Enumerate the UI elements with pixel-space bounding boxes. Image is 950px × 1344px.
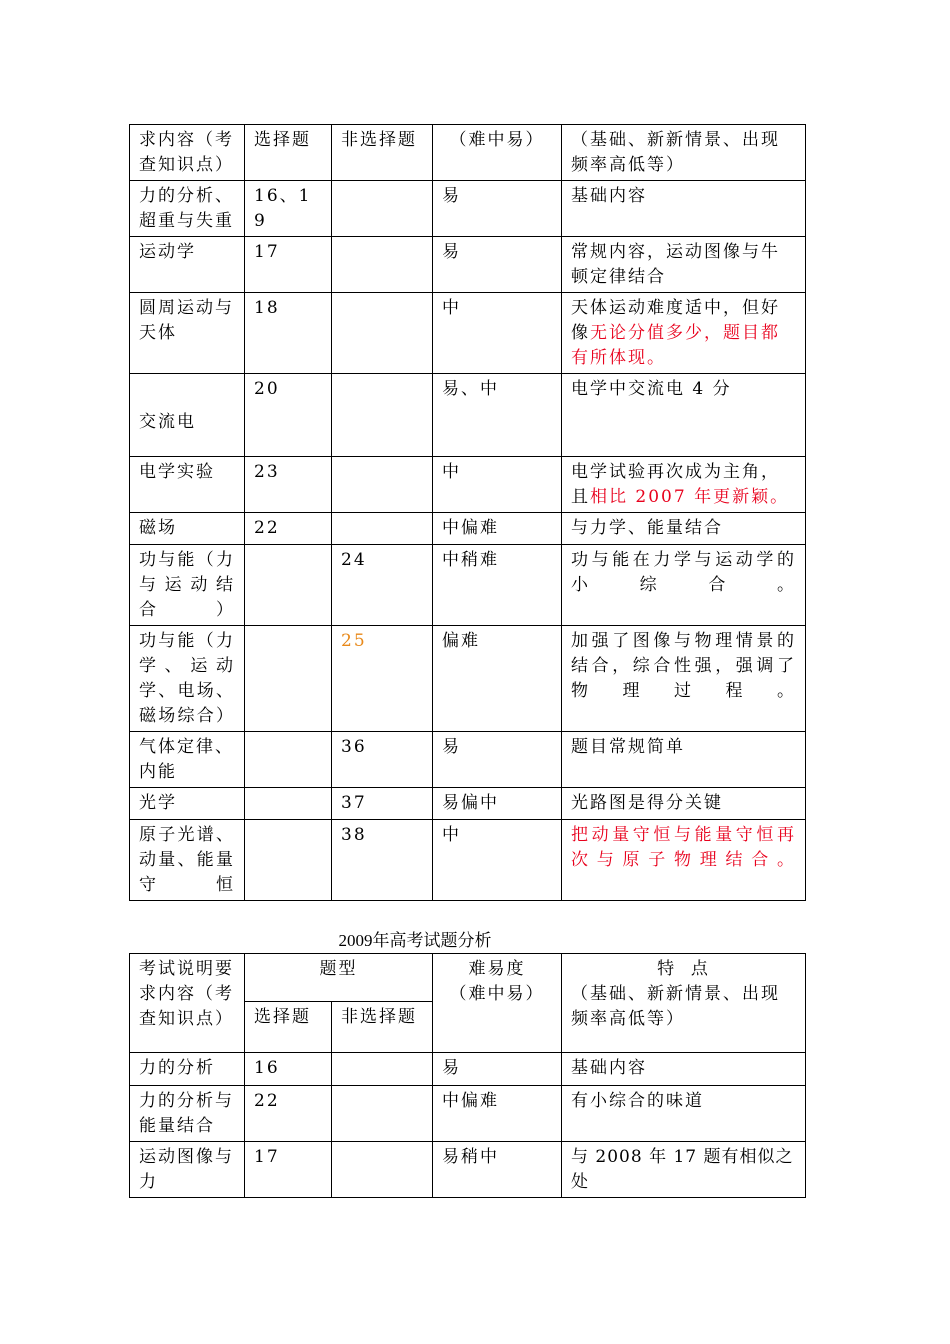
cell-choice: 23	[245, 457, 332, 513]
cell-difficulty: 中偏难	[433, 1086, 562, 1142]
feature-text: 题目常规简单	[571, 737, 685, 757]
cell-difficulty: 易	[433, 732, 562, 788]
cell-topic: 光学	[130, 788, 245, 820]
cell-topic: 磁场	[130, 513, 245, 545]
table-row	[130, 732, 806, 788]
cell-choice: 17	[245, 1142, 332, 1198]
feature-highlight: 无论分值多少，题目都有所体现。	[571, 323, 780, 368]
feature-text: 电学试验再次成为主角，且	[571, 462, 780, 507]
cell-feature	[562, 374, 806, 457]
cell-difficulty: 易	[433, 237, 562, 293]
table-row	[130, 293, 806, 374]
header-feature-sub: （基础、新新情景、出现频率高低等）	[571, 984, 780, 1029]
cell-topic	[130, 374, 245, 457]
table-row	[130, 545, 806, 626]
cell-feature	[562, 181, 806, 237]
table-row	[130, 788, 806, 820]
cell-feature	[562, 237, 806, 293]
topic-text: 交流电	[139, 412, 196, 432]
table-row	[130, 457, 806, 513]
table-header-row	[130, 954, 806, 1002]
table-row	[130, 237, 806, 293]
cell-nonchoice	[332, 457, 433, 513]
cell-choice: 16	[245, 1053, 332, 1086]
cell-feature: 基础内容	[562, 1053, 806, 1086]
table-header-row	[130, 125, 806, 181]
header-topic: 考试说明要求内容（考查知识点）	[130, 954, 245, 1053]
feature-highlight: 相比 2007 年更新颖。	[590, 487, 790, 507]
header-feature-title: 特 点	[657, 959, 710, 979]
cell-nonchoice	[332, 513, 433, 545]
cell-difficulty: 易、中	[433, 374, 562, 457]
cell-topic: 功与能（力与运动结合）	[130, 545, 245, 626]
feature-text: 与力学、能量结合	[571, 518, 723, 538]
feature-highlight: 把动量守恒与能量守恒再次与原子物理结合。	[571, 825, 796, 870]
cell-nonchoice	[332, 181, 433, 237]
cell-difficulty: 中	[433, 457, 562, 513]
table-row	[130, 820, 806, 901]
cell-topic: 原子光谱、动量、能量守恒	[130, 820, 245, 901]
table-row	[130, 513, 806, 545]
cell-nonchoice: 36	[332, 732, 433, 788]
cell-topic: 运动图像与力	[130, 1142, 245, 1198]
cell-choice	[245, 732, 332, 788]
cell-nonchoice	[332, 293, 433, 374]
cell-topic: 功与能（力学、运动学、电场、磁场综合）	[130, 626, 245, 732]
header-nonchoice: 非选择题	[332, 125, 433, 181]
cell-feature: 有小综合的味道	[562, 1086, 806, 1142]
table-row	[130, 1086, 806, 1142]
feature-text: 天体运动难度适中，但好像	[571, 298, 780, 343]
analysis-table-2008	[129, 124, 806, 901]
table-caption: 2009年高考试题分析	[338, 931, 492, 950]
cell-feature: 与 2008 年 17 题有相似之处	[562, 1142, 806, 1198]
cell-nonchoice: 25	[332, 626, 433, 732]
table-row	[130, 626, 806, 732]
table-row	[130, 1053, 806, 1086]
feature-text: 加强了图像与物理情景的结合，综合性强，强调了物理过程。	[571, 631, 796, 701]
cell-choice	[245, 788, 332, 820]
cell-feature	[562, 545, 806, 626]
feature-text: 电学中交流电 4 分	[571, 379, 732, 399]
cell-choice: 18	[245, 293, 332, 374]
cell-choice: 16、19	[245, 181, 332, 237]
table-row	[130, 181, 806, 237]
cell-nonchoice	[332, 1086, 433, 1142]
cell-topic: 圆周运动与天体	[130, 293, 245, 374]
cell-difficulty: 中	[433, 820, 562, 901]
cell-nonchoice	[332, 237, 433, 293]
cell-topic: 力的分析与能量结合	[130, 1086, 245, 1142]
cell-choice: 17	[245, 237, 332, 293]
cell-nonchoice	[332, 374, 433, 457]
header-feature	[562, 954, 806, 1053]
header-topic: 求内容（考查知识点）	[130, 125, 245, 181]
cell-topic: 力的分析	[130, 1053, 245, 1086]
header-difficulty: （难中易）	[433, 125, 562, 181]
cell-topic: 电学实验	[130, 457, 245, 513]
cell-difficulty: 偏难	[433, 626, 562, 732]
cell-difficulty: 中偏难	[433, 513, 562, 545]
cell-feature	[562, 788, 806, 820]
cell-difficulty: 易稍中	[433, 1142, 562, 1198]
cell-difficulty: 易	[433, 1053, 562, 1086]
header-difficulty-sub: （难中易）	[449, 984, 545, 1004]
cell-choice	[245, 626, 332, 732]
header-feature: （基础、新新情景、出现频率高低等）	[562, 125, 806, 181]
header-difficulty-title: 难易度	[468, 959, 526, 979]
feature-text: 常规内容，运动图像与牛顿定律结合	[571, 242, 780, 287]
header-nonchoice: 非选择题	[332, 1002, 433, 1053]
feature-text: 光路图是得分关键	[571, 793, 723, 813]
cell-feature	[562, 513, 806, 545]
cell-choice: 22	[245, 1086, 332, 1142]
table-row	[130, 1142, 806, 1198]
analysis-table-2009	[129, 953, 806, 1198]
cell-nonchoice: 38	[332, 820, 433, 901]
cell-choice: 20	[245, 374, 332, 457]
cell-difficulty: 中稍难	[433, 545, 562, 626]
cell-choice: 22	[245, 513, 332, 545]
cell-topic: 气体定律、内能	[130, 732, 245, 788]
cell-choice	[245, 820, 332, 901]
cell-nonchoice: 24	[332, 545, 433, 626]
header-choice: 选择题	[245, 1002, 332, 1053]
cell-feature	[562, 293, 806, 374]
header-choice: 选择题	[245, 125, 332, 181]
header-type: 题型	[245, 954, 433, 1002]
cell-feature	[562, 626, 806, 732]
cell-nonchoice: 37	[332, 788, 433, 820]
feature-text: 功与能在力学与运动学的小综合。	[571, 550, 796, 595]
cell-feature	[562, 820, 806, 901]
feature-text: 基础内容	[571, 186, 647, 206]
cell-difficulty: 易	[433, 181, 562, 237]
cell-feature	[562, 732, 806, 788]
cell-topic: 运动学	[130, 237, 245, 293]
cell-topic: 力的分析、超重与失重	[130, 181, 245, 237]
cell-feature	[562, 457, 806, 513]
table-row	[130, 374, 806, 457]
header-difficulty	[433, 954, 562, 1053]
cell-difficulty: 易偏中	[433, 788, 562, 820]
cell-nonchoice	[332, 1053, 433, 1086]
cell-difficulty: 中	[433, 293, 562, 374]
cell-choice	[245, 545, 332, 626]
cell-nonchoice	[332, 1142, 433, 1198]
